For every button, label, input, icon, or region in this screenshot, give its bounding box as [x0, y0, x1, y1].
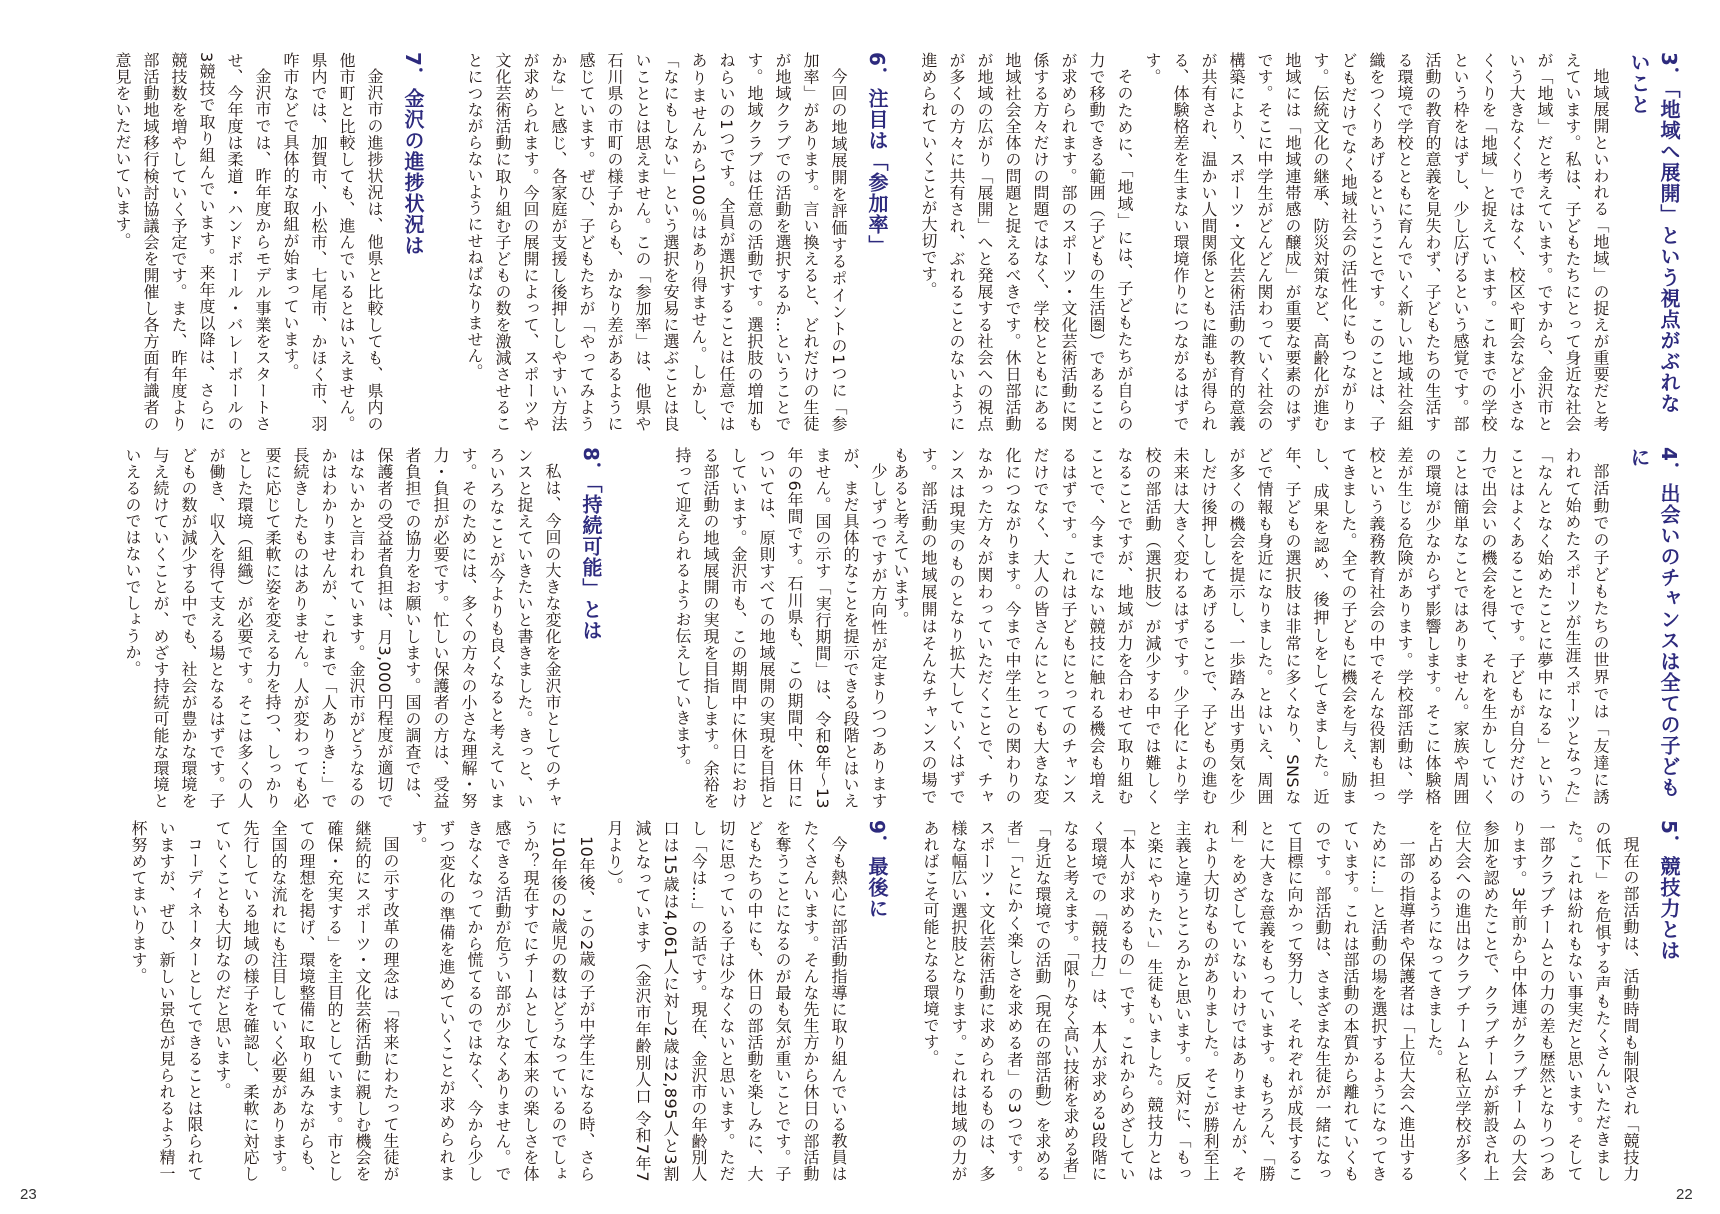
page-number-right: 22: [1676, 1186, 1693, 1203]
section-9-paragraph-3: 国の示す改革の理念は「将来にわたって生徒が継続的にスポーツ・文化芸術活動に親しむ機会を確保・充実する」を主目的としています。市としての理想を掲げ、環境整備に取り組みながらも、全国的な流れにも注目していく必要があります。先行している地域の様子を確認し、柔軟に対応していくことも大切なのだと思います。: [213, 820, 400, 1182]
section-7-continued: [612, 447, 892, 809]
page-number-left: 23: [20, 1186, 37, 1203]
section-7-heading: 7．金沢の進捗状況は: [401, 52, 425, 256]
section-7-continued-paragraph: 少しずつですが方向性が定まりつつありますが、まだ具体的なことを提示できる段階とはいえません。国の示す「実行期間」は、令和8年～13年の6年間です。石川県も、この期間中、休日については、原則すべての地域展開の実現を目指としています。金沢市も、この期間中に休日における部活動の地域展開の実現を目指します。余裕を持って迎えられるようお伝えしていきます。: [673, 447, 888, 809]
section-4-paragraph-1: 部活動での子どもたちの世界では「友達に誘われて始めたスポーツが生涯スポーツとなった」「なんとなく始めたことに夢中になる」ということはよくあることです。子どもが自分だけの力で出会いの機会を得て、それを生かしていくことは簡単なことではありません。家族や周囲の環境が少なからず影響します。そこに体験格差が生じる危険があります。学校部活動は、学校という義務教育社会の中でそんな役割も担ってきました。全ての子どもに機会を与え、励まし、成果を認め、後押しをしてきました。近年、子どもの選択肢は非常に多くなり、SNSなどで情報も身近になりました。とはいえ、周囲が多くの機会を提示し、一歩踏み出す勇気を少しだけ後押ししてあげることで、子どもの進む未来は大きく変わるはずです。少子化により学校の部活動（選択肢）が減少する中では難しくなることですが、地域が力を合わせて取り組むことで、今までにない競技に触れる機会も増えるはずです。これは子どもにとってのチャンスだけでなく、大人の皆さんにとっても大きな変化につながります。今まで中学生との関わりのなかった方々が関わっていただくことで、チャンスは現実のものとなり拡大していくはずです。部活動の地域展開はそんなチャンスの場でもあると考えています。: [891, 447, 1610, 805]
section-7-paragraph-2: 金沢市では、昨年度からモデル事業をスタートさせ、今年度は柔道・ハンドボール・バレーボールの3競技で取り組んでいます。来年度以降は、さらに競技数を増やしていく予定です。また、昨年度より部活動地域移行検討協議会を開催し各方面有識者の意見をいただいています。: [113, 52, 272, 432]
section-6: [436, 52, 892, 432]
section-5: [921, 820, 1684, 1182]
section-8-heading: 8．「持続可能」とは: [579, 447, 603, 641]
section-9: [110, 820, 892, 1182]
section-9-paragraph-2: 10年後、この2歳の子が中学生になる時、さらに10年後の2歳児の数はどうなっているのでしょうか？現在すでにチームとして本来の楽しさを体感できる活動が危うい部が少なくありません。できなくなってから慌てるのではなく、今から少しずつ変化の準備を進めていくことが求められます。: [409, 820, 596, 1182]
section-3-heading: 3．「地域へ展開」という視点がぶれないこと: [1627, 52, 1681, 414]
section-6-heading: 6．注目は「参加率」: [865, 52, 889, 256]
section-5-paragraph-1: 現在の部活動は、活動時間も制限され「競技力の低下」を危惧する声もたくさんいただきました。これは紛れもない事実だと思います。そして一部クラブチームとの力の差も歴然となりつつあります。3年前から中体連がクラブチームの大会参加を認めたことで、クラブチームが新設され上位大会への進出はクラブチームと私立学校が多くを占めるようになってきました。: [1425, 820, 1640, 1182]
section-5-paragraph-2: 一部の指導者や保護者は「上位大会へ進出するために…」と活動の場を選択するようになってきています。これは部活動の本質から離れていくものです。部活動は、さまざまな生徒が一緒になって目標に向かって努力し、それぞれが成長することに大きな意義をもっています。もちろん、「勝利」をめざしていないわけではありませんが、それより大切なものがありました。そこが勝利至上主義と違うところかと思います。反対に、「もっと楽にやりたい」生徒もいました。競技力とは「本人が求めるもの」です。これからめざしていく環境での「競技力」は、本人が求める3段階になると考えます。「限りなく高い技術を求める者」「身近な環境での活動（現在の部活動）を求める者」「とにかく楽しさを求める者」の3つです。スポーツ・文化芸術活動に求められるものは、多様な幅広い選択肢となります。これは地域の力があればこそ可能となる環境です。: [921, 820, 1416, 1182]
section-3: [919, 52, 1684, 432]
section-6-paragraph-1: 今回の地域展開を評価するポイントの1つに「参加率」があります。言い換えると、どれだけの生徒が地域クラブでの活動を選択するか…ということです。地域クラブは任意の活動です。選択肢の増加もねらいの1つです。全員が選択することは任意ではありませんから100％はあり得ません。しかし、「なにもしない」という選択を安易に選ぶことは良いこととは思えません。この「参加率」は、他県や石川県の市町の様子からも、かなり差があるように感じています。ぜひ、子どもたちが「やってみようかな」と感じ、各家庭が支援し後押ししやすい方法が求められます。今回の展開によって、スポーツや文化芸術活動に取り組む子どもの数を激減させることにつながらないようにせねばなりません。: [465, 52, 848, 432]
section-4-heading: 4．出会いのチャンスは全ての子どもに: [1627, 447, 1681, 798]
section-3-paragraph-1: 地域展開といわれる「地域」の捉えが重要だと考えています。私は、子どもたちにとって身近な社会が「地域」だと考えています。ですから、金沢市という大きなくくりではなく、校区や町会など小さなくくりを「地域」と捉えています。これまでの学校という枠をはずし、少し広げるという感覚です。部活動の教育的意義を見失わず、子どもたちの生活する環境で学校とともに育んでいく新しい地域社会組織をつくりあげるということです。このことは、子どもだけでなく地域社会の活性化にもつながります。伝統文化の継承、防災対策など、高齢化が進む地域には「地域連帯感の醸成」が重要な要素のはずです。そこに中学生がどんどん関わっていく社会の構築により、スポーツ・文化芸術活動の教育的意義が共有され、温かい人間関係とともに誰もが得られる、体験格差を生まない環境作りにつながるはずです。: [1143, 52, 1610, 432]
section-7: [58, 52, 428, 432]
section-8: [110, 447, 606, 809]
section-9-heading: 9．最後に: [865, 820, 889, 919]
section-8-paragraph-1: 私は、今回の大きな変化を金沢市としてのチャンスと捉えていきたいと書きました。きっと、いろいろなことが今よりも良くなると考えています。そのためには、多くの方々の小さな理解・努力・負担が必要です。忙しい保護者の方は、受益者負担での協力をお願いします。国の調査では、保護者の受益者負担は、月3,000円程度が適切ではないかと言われています。金沢市がどうなるのかはわかりませんが、これまで「人ありき…」で長続きしたものはありません。人が変わっても必要に応じて柔軟に姿を変える力を持つ、しっかりとした環境（組織）が必要です。そこは多くの人が働き、収入を得て支える場となるはずです。子どもの数が減少する中でも、社会が豊かな環境を与え続けていくことが、めざす持続可能な環境といえるのではないでしょうか。: [123, 447, 562, 809]
section-4: [891, 447, 1684, 805]
section-9-paragraph-1: 今も熱心に部活動指導に取り組んでいる教員はたくさんいます。そんな先生方から休日の部活動を奪うことになるのが最も気が重いことです。子どもたちの中にも、休日の部活動を楽しみに、大切に思っている子は少なくないと思います。ただし「今は…」の話です。現在、金沢市の年齢別人口は15歳は4,061人に対し2歳は2,895人と3割減となっています（金沢市年齢別人口 令和7年7月より）。: [605, 820, 848, 1182]
section-3-paragraph-2: そのために、「地域」には、子どもたちが自らの力で移動できる範囲（子どもの生活圏）であることが求められます。部のスポーツ・文化芸術活動に関係する方々だけの問題ではなく、学校とともにある地域社会全体の問題と捉えるべきです。休日部活動が地域の広がり「展開」へと発展する社会への視点が多くの方々に共有され、ぶれることのないように進められていくことが大切です。: [919, 52, 1134, 432]
section-9-paragraph-4: コーディネーターとしてできることは限られていますが、ぜひ、新しい景色が見られるよう精一杯努めてまいります。: [129, 820, 204, 1182]
section-7-paragraph-1: 金沢市の進捗状況は、他県と比較しても、県内の他市町と比較しても、進んでいるとはいえません。県内では、加賀市、小松市、七尾市、かほく市、羽咋市などで具体的な取組が始まっています。: [281, 52, 384, 432]
section-5-heading: 5．競技力とは: [1657, 820, 1681, 961]
